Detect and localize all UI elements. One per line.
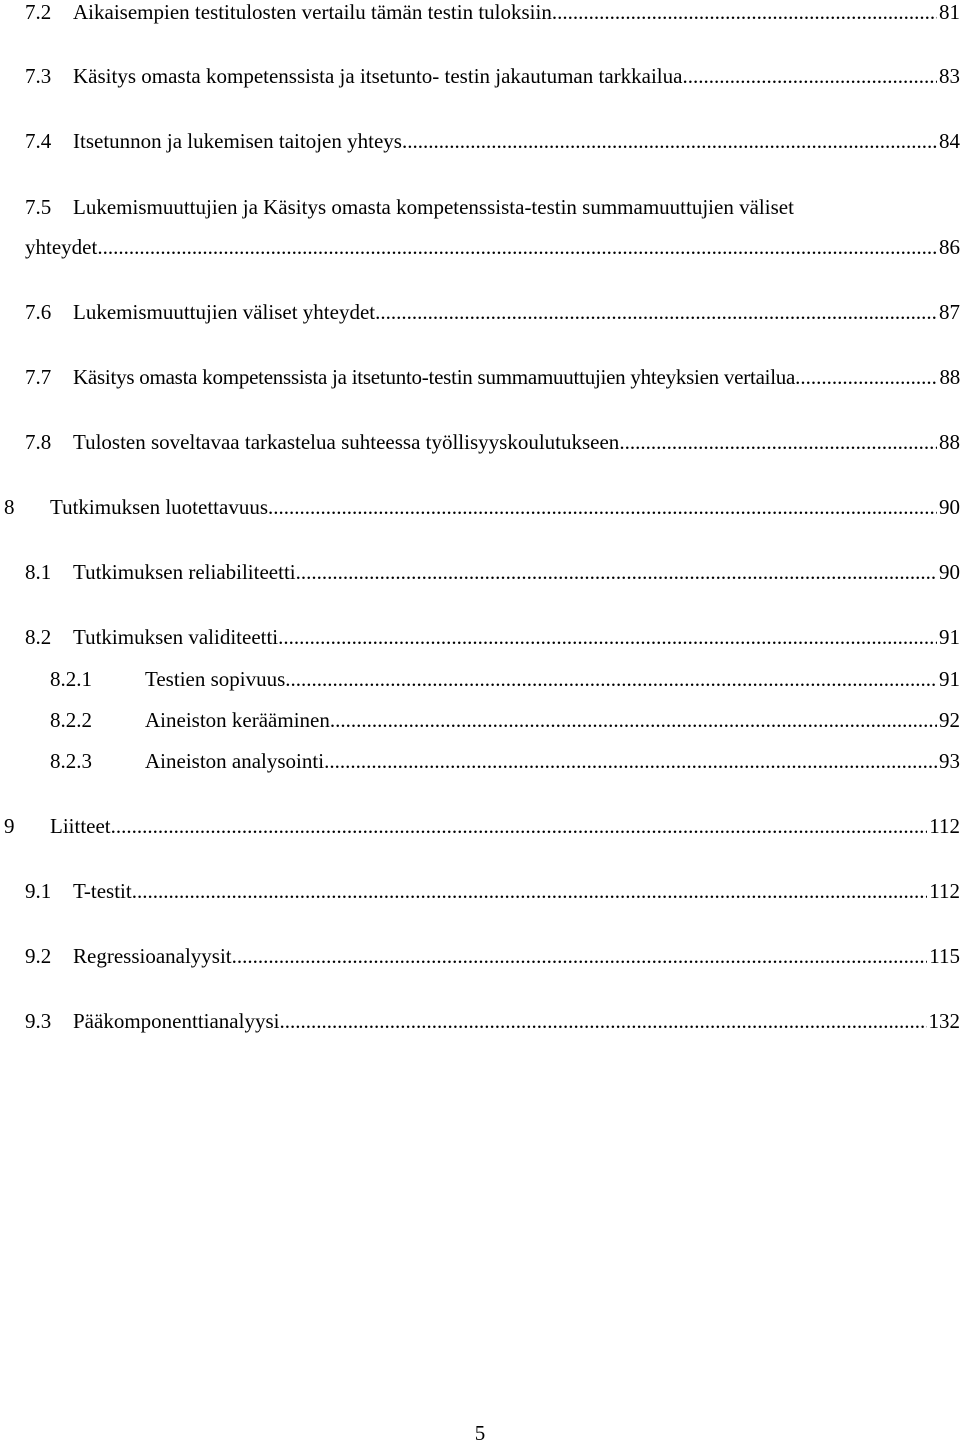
toc-entry-title: Tutkimuksen luotettavuus bbox=[50, 492, 268, 522]
dot-leader bbox=[111, 811, 928, 841]
toc-entry[interactable] bbox=[0, 126, 960, 156]
dot-leader bbox=[402, 126, 937, 156]
toc-entry-page: 84 bbox=[937, 126, 960, 156]
toc-entry-number: 8.2.3 bbox=[50, 746, 92, 776]
toc-entry-title: Aineiston kerääminen bbox=[145, 705, 330, 735]
toc-entry-title: Regressioanalyysit bbox=[73, 941, 232, 971]
toc-entry-number: 7.2 bbox=[25, 0, 51, 27]
toc-entry-page: 83 bbox=[937, 61, 960, 91]
toc-entry-page: 91 bbox=[937, 664, 960, 694]
toc-entry-title: Tulosten soveltavaa tarkastelua suhteessa työllisyyskoulutukseen bbox=[73, 427, 619, 457]
toc-entry-page: 93 bbox=[937, 746, 960, 776]
dot-leader bbox=[285, 664, 937, 694]
toc-entry-title: Itsetunnon ja lukemisen taitojen yhteys bbox=[73, 126, 402, 156]
dot-leader bbox=[279, 1006, 926, 1036]
toc-entry-leader bbox=[73, 876, 960, 906]
dot-leader bbox=[132, 876, 928, 906]
toc-entry-leader bbox=[145, 664, 960, 694]
toc-entry-title: Liitteet bbox=[50, 811, 111, 841]
dot-leader bbox=[97, 232, 937, 262]
toc-entry[interactable] bbox=[0, 297, 960, 327]
dot-leader bbox=[324, 746, 937, 776]
toc-entry-number: 7.3 bbox=[25, 61, 51, 91]
toc-entry-continuation[interactable] bbox=[0, 232, 960, 262]
toc-entry[interactable] bbox=[0, 427, 960, 457]
toc-entry-title: Aineiston analysointi bbox=[145, 746, 324, 776]
toc-entry-page: 92 bbox=[937, 705, 960, 735]
toc-entry-number: 9.1 bbox=[25, 876, 51, 906]
toc-entry-page: 112 bbox=[927, 876, 960, 906]
toc-entry-page: 86 bbox=[937, 232, 960, 262]
toc-entry-leader bbox=[73, 61, 960, 91]
toc-entry-number: 8.2.1 bbox=[50, 664, 92, 694]
dot-leader bbox=[268, 492, 937, 522]
toc-entry-page: 90 bbox=[937, 492, 960, 522]
toc-entry[interactable] bbox=[0, 192, 960, 222]
dot-leader bbox=[330, 705, 937, 735]
toc-entry-number: 8 bbox=[4, 492, 15, 522]
toc-entry[interactable] bbox=[0, 557, 960, 587]
toc-entry-leader bbox=[73, 362, 960, 392]
toc-entry-leader bbox=[73, 622, 960, 652]
toc-entry[interactable] bbox=[0, 61, 960, 91]
toc-entry-page: 87 bbox=[937, 297, 960, 327]
toc-entry-number: 7.6 bbox=[25, 297, 51, 327]
toc-entry-number: 7.5 bbox=[25, 192, 51, 222]
toc-entry-title: T-testit bbox=[73, 876, 132, 906]
dot-leader bbox=[795, 362, 937, 392]
dot-leader bbox=[552, 0, 937, 27]
toc-entry-leader bbox=[50, 811, 960, 841]
dot-leader bbox=[296, 557, 937, 587]
toc-entry-title-line1: Lukemismuuttujien ja Käsitys omasta kompetenssista-testin summamuuttujien väliset bbox=[73, 192, 794, 222]
toc-entry-title: Aikaisempien testitulosten vertailu tämän testin tuloksiin bbox=[73, 0, 552, 27]
toc-entry[interactable] bbox=[0, 941, 960, 971]
toc-entry-page: 112 bbox=[927, 811, 960, 841]
toc-entry-number: 7.7 bbox=[25, 362, 51, 392]
toc-entry-leader bbox=[73, 941, 960, 971]
toc-entry-number: 9.2 bbox=[25, 941, 51, 971]
toc-entry-number: 8.2 bbox=[25, 622, 51, 652]
toc-entry-number: 9 bbox=[4, 811, 15, 841]
toc-entry-leader bbox=[73, 427, 960, 457]
toc-entry-leader bbox=[73, 1006, 960, 1036]
toc-entry-page: 132 bbox=[927, 1006, 960, 1036]
toc-entry-leader bbox=[145, 746, 960, 776]
toc-entry-title: Tutkimuksen reliabiliteetti bbox=[73, 557, 296, 587]
toc-entry-leader bbox=[73, 297, 960, 327]
dot-leader bbox=[232, 941, 928, 971]
toc-entry-page: 91 bbox=[937, 622, 960, 652]
toc-entry-title: Lukemismuuttujien väliset yhteydet bbox=[73, 297, 375, 327]
toc-entry-leader bbox=[73, 557, 960, 587]
toc-entry[interactable] bbox=[0, 876, 960, 906]
toc-entry-number: 8.2.2 bbox=[50, 705, 92, 735]
page-number: 5 bbox=[0, 1418, 960, 1448]
toc-entry-number: 8.1 bbox=[25, 557, 51, 587]
toc-entry[interactable] bbox=[0, 492, 960, 522]
toc-entry-title: Pääkomponenttianalyysi bbox=[73, 1006, 279, 1036]
toc-entry[interactable] bbox=[0, 705, 960, 735]
toc-entry[interactable] bbox=[0, 362, 960, 392]
toc-entry[interactable] bbox=[0, 811, 960, 841]
toc-entry[interactable] bbox=[0, 664, 960, 694]
toc-entry-number: 7.4 bbox=[25, 126, 51, 156]
toc-entry-page: 81 bbox=[937, 0, 960, 27]
toc-entry-page: 115 bbox=[927, 941, 960, 971]
dot-leader bbox=[682, 61, 937, 91]
dot-leader bbox=[278, 622, 937, 652]
toc-entry-leader bbox=[73, 0, 960, 27]
toc-entry[interactable] bbox=[0, 622, 960, 652]
toc-entry-number: 9.3 bbox=[25, 1006, 51, 1036]
dot-leader bbox=[619, 427, 937, 457]
toc-entry[interactable] bbox=[0, 1006, 960, 1036]
toc-entry-title: Käsitys omasta kompetenssista ja itsetunto-testin summamuuttujien yhteyksien vertailua bbox=[73, 362, 795, 392]
toc-entry-page: 88 bbox=[938, 362, 960, 392]
toc-entry-page: 88 bbox=[937, 427, 960, 457]
toc-entry-leader bbox=[50, 492, 960, 522]
toc-entry-number: 7.8 bbox=[25, 427, 51, 457]
toc-entry-title: Tutkimuksen validiteetti bbox=[73, 622, 278, 652]
toc-entry-title: Testien sopivuus bbox=[145, 664, 285, 694]
toc-entry-leader bbox=[25, 232, 960, 262]
toc-entry-title: yhteydet bbox=[25, 232, 97, 262]
toc-entry-page: 90 bbox=[937, 557, 960, 587]
dot-leader bbox=[375, 297, 937, 327]
toc-entry-leader bbox=[145, 705, 960, 735]
toc-entry-title: Käsitys omasta kompetenssista ja itsetunto- testin jakautuman tarkkailua bbox=[73, 61, 682, 91]
toc-entry[interactable] bbox=[0, 0, 960, 27]
toc-entry[interactable] bbox=[0, 746, 960, 776]
toc-entry-leader bbox=[73, 126, 960, 156]
